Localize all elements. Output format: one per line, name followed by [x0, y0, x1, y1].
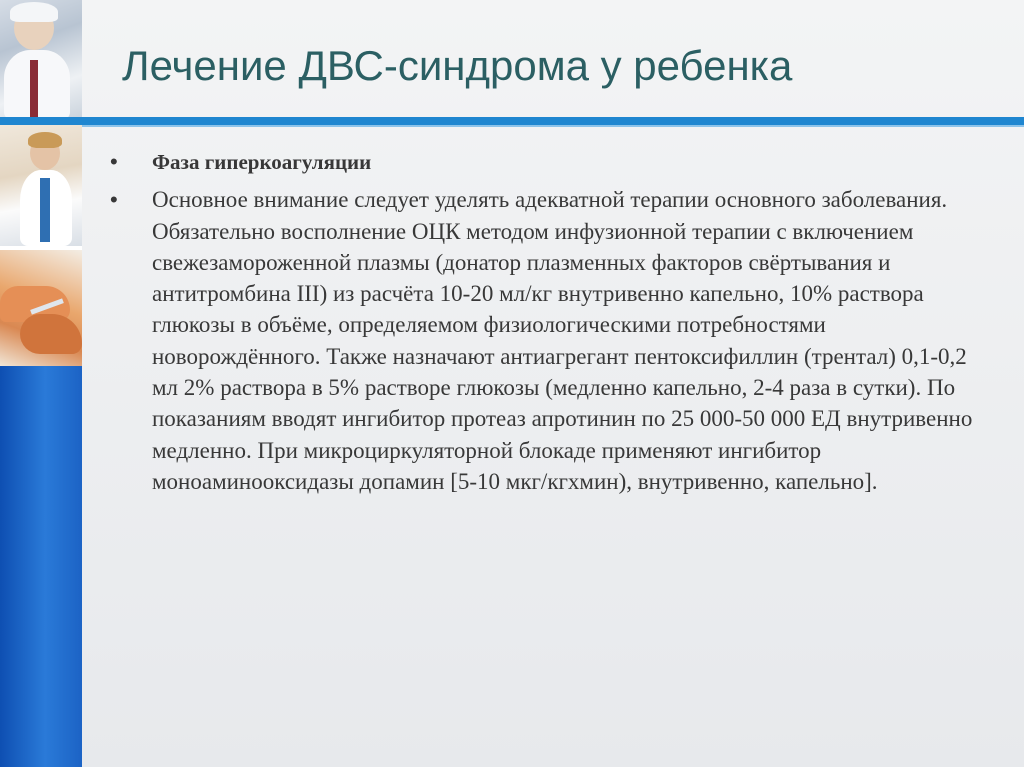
slide-title: Лечение ДВС-синдрома у ребенка [122, 42, 793, 89]
medical-researcher-photo [0, 0, 82, 120]
phase-heading: Фаза гиперкоагуляции [152, 150, 372, 174]
title-underline-shadow [82, 125, 1024, 127]
bullet-icon: • [110, 149, 118, 174]
list-item-treatment [110, 184, 990, 497]
bullet-icon: • [110, 187, 118, 213]
list-item-phase [110, 146, 990, 178]
doctor-photo [0, 124, 82, 246]
content-list [110, 146, 990, 503]
side-decoration [0, 0, 82, 767]
side-blue-panel [0, 366, 82, 767]
treatment-paragraph: Основное внимание следует уделять адекватной терапии основного заболевания. Обязательно восполнение ОЦК методом инфузионной терапии с включением свежезамороженной плазмы (донатор плазменных факторов свёртывания и антитромбина III) из расчёта 10-20 мл/кг внутривенно капельно, 10% раствора глюкозы в объёме, определяемом физиологическими потребностями новорождённого. Также назначают антиагрегант пентоксифиллин (трентал) 0,1-0,2 мл 2% раствора в 5% растворе глюкозы (медленно капельно, 2-4 раза в сутки). По показаниям вводят ингибитор протеаз апротинин по 25 000-50 000 ЕД внутривенно медленно. При микроциркуляторной блокаде применяют ингибитор моноаминооксидазы допамин [5-10 мкг/кгхмин), внутривенно, капельно]. [152, 187, 973, 494]
injection-photo [0, 250, 82, 366]
title-underline [0, 117, 1024, 125]
